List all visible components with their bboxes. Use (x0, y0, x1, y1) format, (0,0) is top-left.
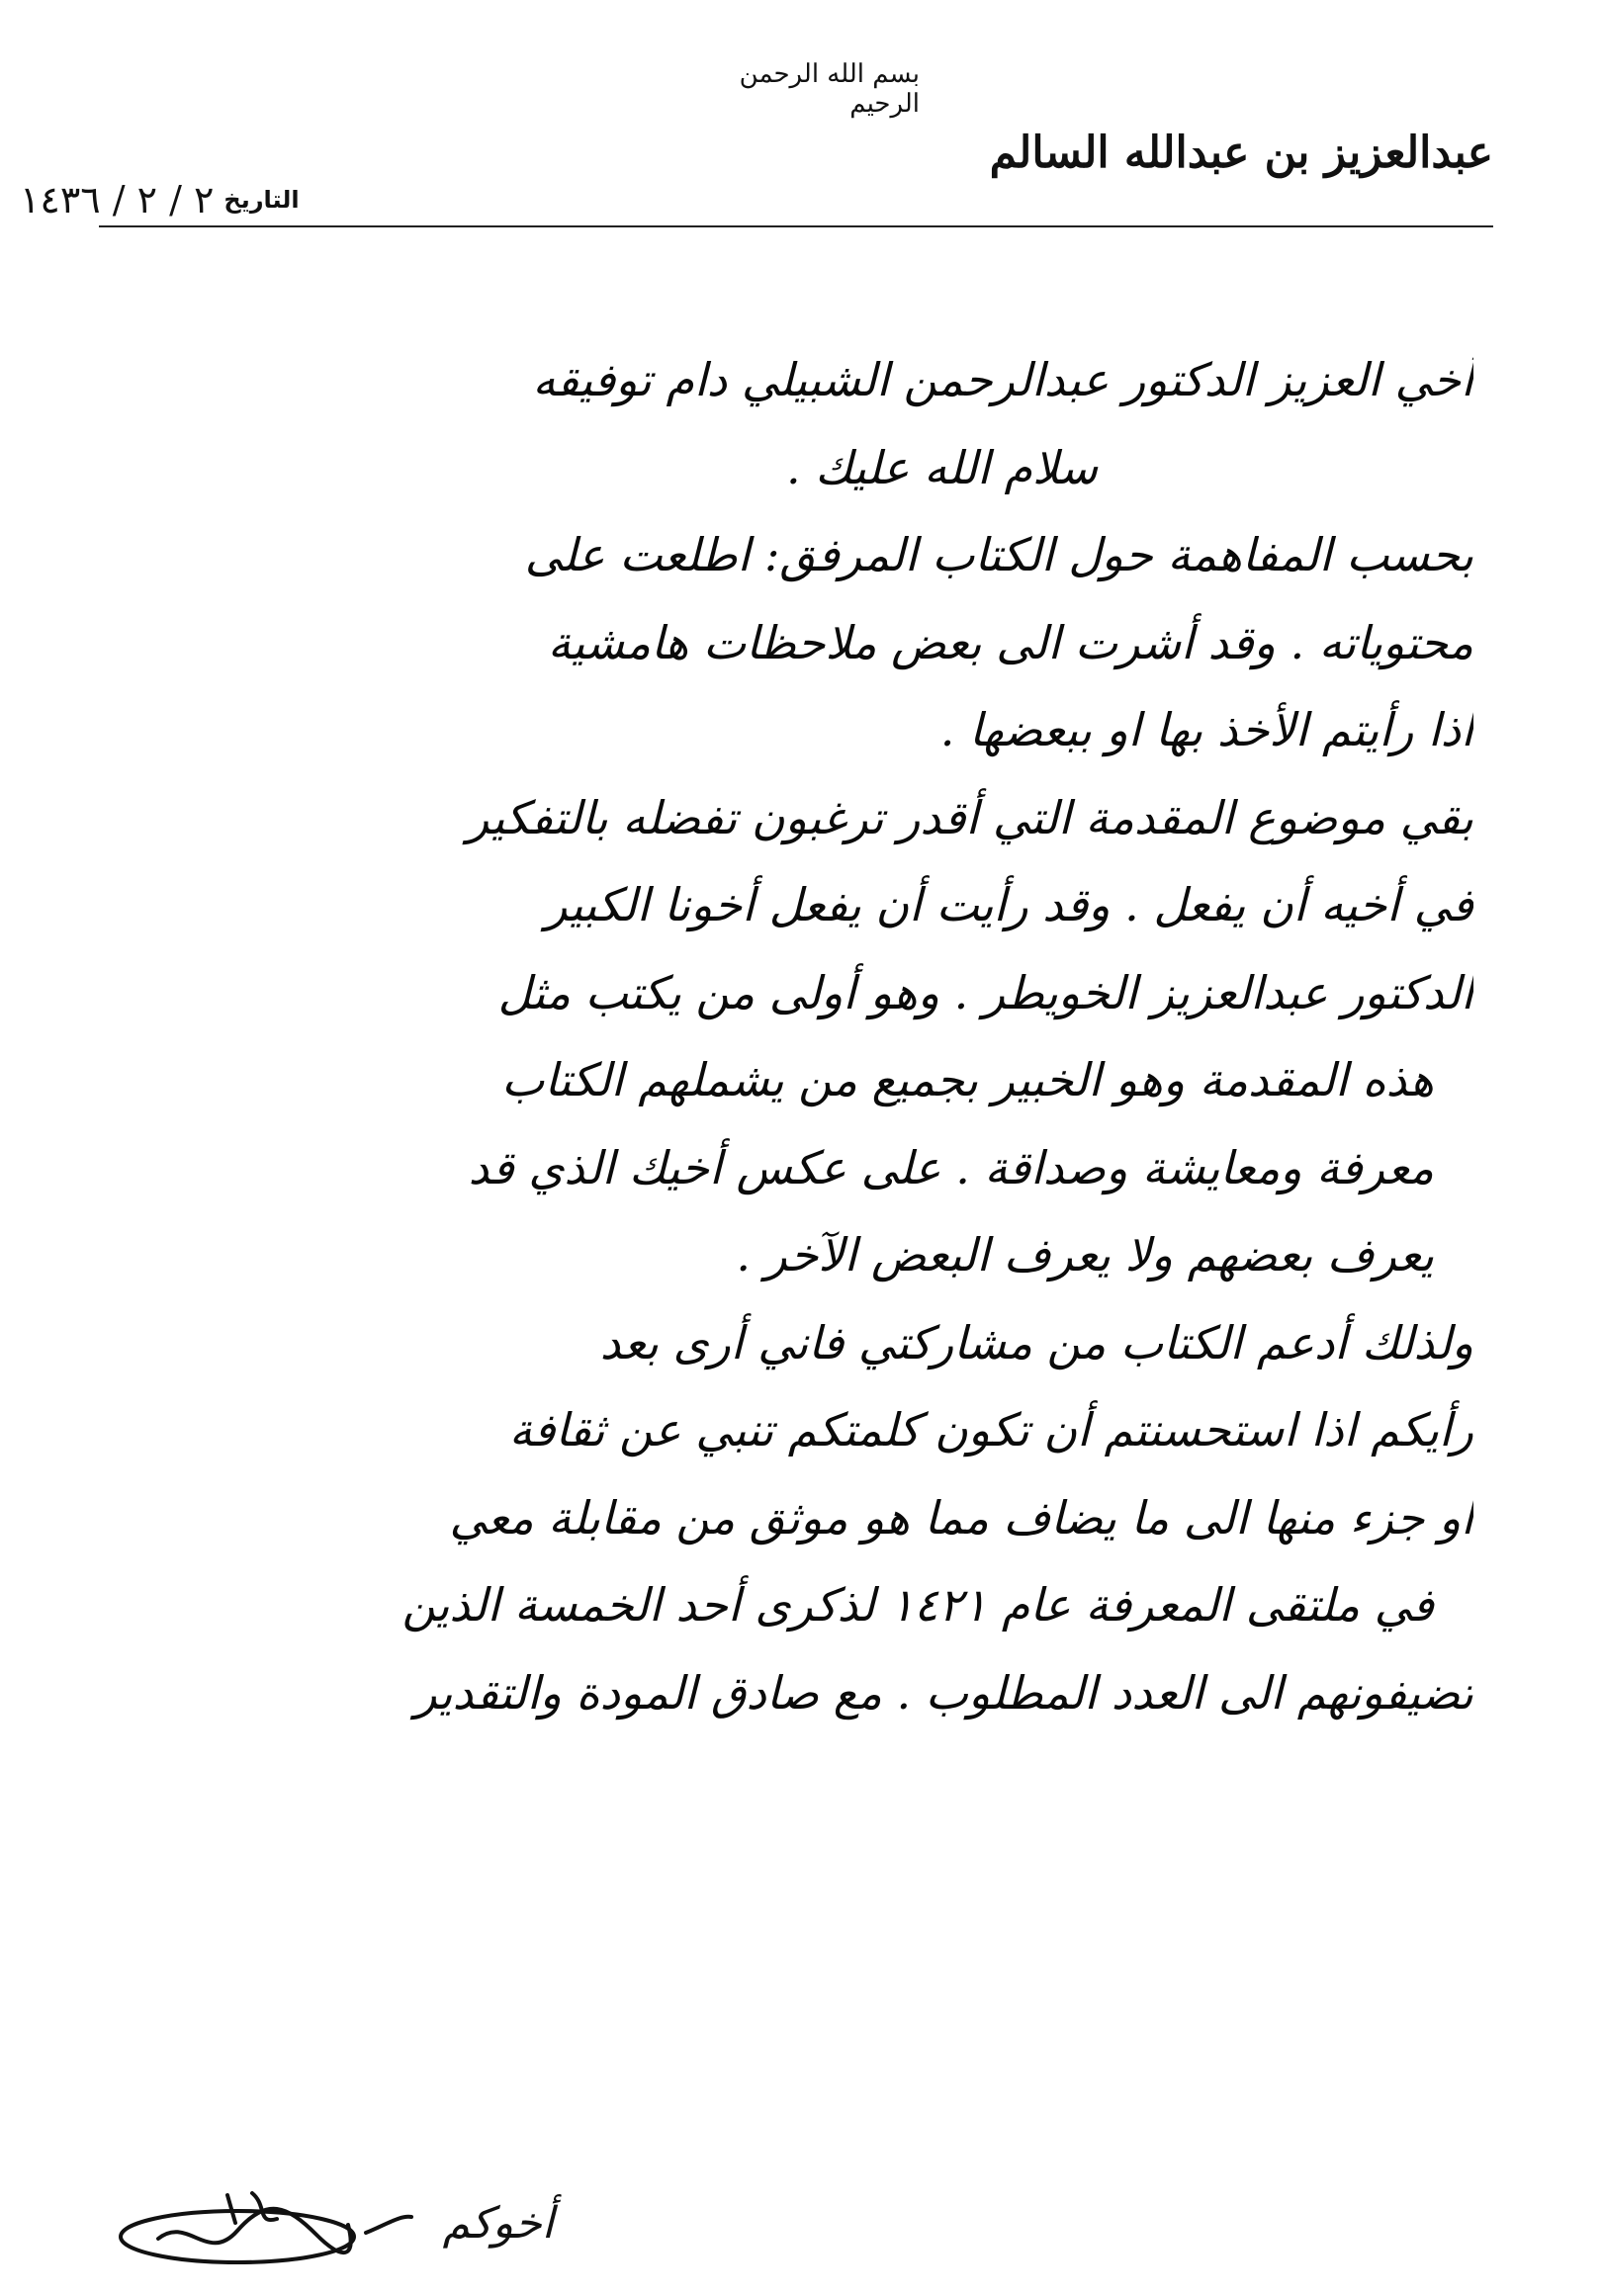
letter-line: هذه المقدمة وهو الخبير بجميع من يشملهم الكتاب (501, 1053, 1434, 1106)
letter-line: ولذلك أدعم الكتاب من مشاركتي فاني أرى بعد (599, 1315, 1473, 1369)
letter-line: رأيكم اذا استحسنتم أن تكون كلمتكم تنبي عن ثقافة (508, 1403, 1473, 1457)
letter-line: أخي العزيز الدكتور عبدالرحمن الشبيلي دام توفيقه (532, 353, 1473, 406)
letter-line: اذا رأيتم الأخذ بها او ببعضها . (939, 703, 1473, 756)
closing-word: أخوكم (442, 2198, 554, 2249)
letter-line: محتوياته . وقد أشرت الى بعض ملاحظات هامشية (547, 615, 1473, 669)
letter-line: في ملتقى المعرفة عام ١٤٢١ لذكرى أحد الخمسة الذين (401, 1578, 1434, 1632)
letter-line: يعرف بعضهم ولا يعرف البعض الآخر . (736, 1228, 1434, 1281)
date-value: ٢ / ٢ / ١٤٣٦ (20, 178, 215, 221)
handwritten-signature (119, 2175, 415, 2284)
date-label: التاريخ (223, 186, 300, 214)
signature-block (119, 2175, 554, 2284)
letter-line: بقي موضوع المقدمة التي أقدر ترغبون تفضله بالتفكير (467, 790, 1473, 844)
letter-line: في أخيه أن يفعل . وقد رأيت أن يفعل أخونا الكبير (545, 878, 1473, 931)
letter-line: بحسب المفاهمة حول الكتاب المرفق: اطلعت على (524, 528, 1473, 581)
date-field (20, 170, 396, 229)
letter-line: تضيفونهم الى العدد المطلوب . مع صادق المودة والتقدير (414, 1665, 1473, 1720)
header-divider (99, 225, 1493, 227)
letterhead-name: عبدالعزيز بن عبدالله السالم (989, 128, 1493, 178)
letter-line: او جزء منها الى ما يضاف مما هو موثق من مقابلة معي (449, 1490, 1473, 1545)
letter-line: الدكتور عبدالعزيز الخويطر . وهو أولى من يكتب مثل (497, 965, 1473, 1019)
letter-line: معرفة ومعايشة وصداقة . على عكس أخيك الذي قد (468, 1140, 1434, 1194)
letter-body (129, 336, 1473, 1736)
basmala: بسم الله الرحمن الرحيم (739, 59, 920, 119)
letter-line: سلام الله عليك . (786, 440, 1098, 494)
